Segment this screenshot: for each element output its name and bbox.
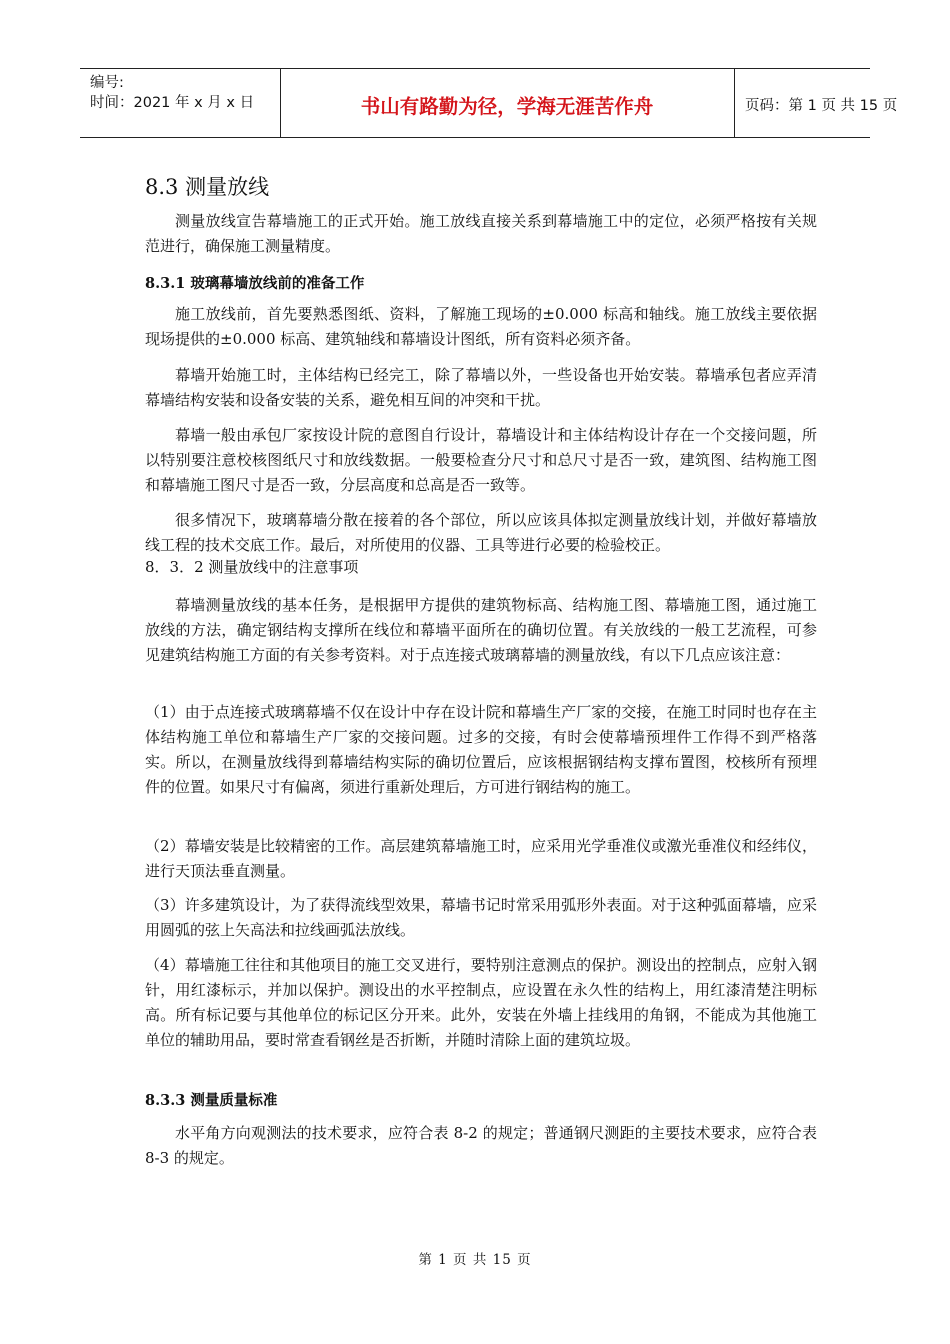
sub2-item-4: （4）幕墙施工往往和其他项目的施工交叉进行，要特别注意测点的保护。测设出的控制点，应射入钢针，用红漆标示，并加以保护。测设出的水平控制点，应设置在永久性的结构上，用红漆清楚注明标高。所有标记要与其他单位的标记区分开来。此外，安装在外墙上挂线用的角钢，不能成为其他施工单位的辅助用品，要时常查看钢丝是否折断，并随时清除上面的建筑垃圾。 — [145, 956, 817, 1049]
intro-paragraph: 测量放线宣告幕墙施工的正式开始。施工放线直接关系到幕墙施工中的定位，必须严格按有关规范进行，确保施工测量精度。 — [145, 212, 817, 255]
page-footer: 第 1 页 共 15 页 — [418, 1252, 532, 1268]
header-meta-cell — [80, 69, 281, 137]
sub2-paragraph-1: 幕墙测量放线的基本任务，是根据甲方提供的建筑物标高、结构施工图、幕墙施工图，通过施工放线的方法，确定钢结构支撑所在线位和幕墙平面所在的确切位置。有关放线的一般工艺流程，可参见建筑结构施工方面的有关参考资料。对于点连接式玻璃幕墙的测量放线，有以下几点应该注意： — [145, 596, 817, 664]
sub1-paragraph-3: 幕墙一般由承包厂家按设计院的意图自行设计，幕墙设计和主体结构设计存在一个交接问题，所以特别要注意校核图纸尺寸和放线数据。一般要检查分尺寸和总尺寸是否一致，建筑图、结构施工图和幕墙施工图尺寸是否一致，分层高度和总高是否一致等。 — [145, 426, 817, 494]
sub1-paragraph-1: 施工放线前，首先要熟悉图纸、资料，了解施工现场的±0.000 标高和轴线。施工放线主要依据现场提供的±0.000 标高、建筑轴线和幕墙设计图纸，所有资料必须齐备。 — [145, 305, 817, 348]
sub2-item-3: （3）许多建筑设计，为了获得流线型效果，幕墙书记时常采用弧形外表面。对于这种弧面幕墙，应采用圆弧的弦上矢高法和拉线画弧法放线。 — [145, 896, 817, 939]
page-info: 页码：第 1 页 共 15 页 — [745, 98, 898, 114]
sub1-paragraph-4: 很多情况下，玻璃幕墙分散在接着的各个部位，所以应该具体拟定测量放线计划，并做好幕墙放线工程的技术交底工作。最后，对所使用的仪器、工具等进行必要的检验校正。 — [145, 511, 817, 554]
header-motto-cell — [280, 69, 735, 137]
header-page-cell — [735, 69, 898, 137]
sub1-paragraph-2: 幕墙开始施工时，主体结构已经完工，除了幕墙以外，一些设备也开始安装。幕墙承包者应弄清幕墙结构安装和设备安装的关系，避免相互间的冲突和干扰。 — [145, 366, 817, 409]
motto-text: 书山有路勤为径，学海无涯苦作舟 — [360, 95, 654, 118]
sub2-item-2: （2）幕墙安装是比较精密的工作。高层建筑幕墙施工时，应采用光学垂准仪或激光垂准仪和经纬仪，进行天顶法垂直测量。 — [145, 837, 817, 880]
document-header — [80, 68, 898, 138]
subsection-2-title: 8．3．2 测量放线中的注意事项 — [145, 558, 359, 576]
section-title: 8.3 测量放线 — [145, 175, 270, 199]
sub3-paragraph-1: 水平角方向观测法的技术要求，应符合表 8-2 的规定；普通钢尺测距的主要技术要求，应符合表 8-3 的规定。 — [145, 1124, 817, 1167]
sub2-item-1: （1）由于点连接式玻璃幕墙不仅在设计中存在设计院和幕墙生产厂家的交接，在施工时同时也存在主体结构施工单位和幕墙生产厂家的交接问题。过多的交接，有时会使幕墙预埋件工作得不到严格落实。所以，在测量放线得到幕墙结构实际的确切位置后，应该根据钢结构支撑布置图，校核所有预埋件的位置。如果尺寸有偏离，须进行重新处理后，方可进行钢结构的施工。 — [145, 703, 817, 796]
number-label: 编号: — [90, 75, 124, 91]
subsection-1-title: 8.3.1 玻璃幕墙放线前的准备工作 — [145, 275, 365, 292]
time-label: 时间：2021 年 x 月 x 日 — [90, 95, 255, 111]
subsection-3-title: 8.3.3 测量质量标准 — [145, 1092, 278, 1109]
